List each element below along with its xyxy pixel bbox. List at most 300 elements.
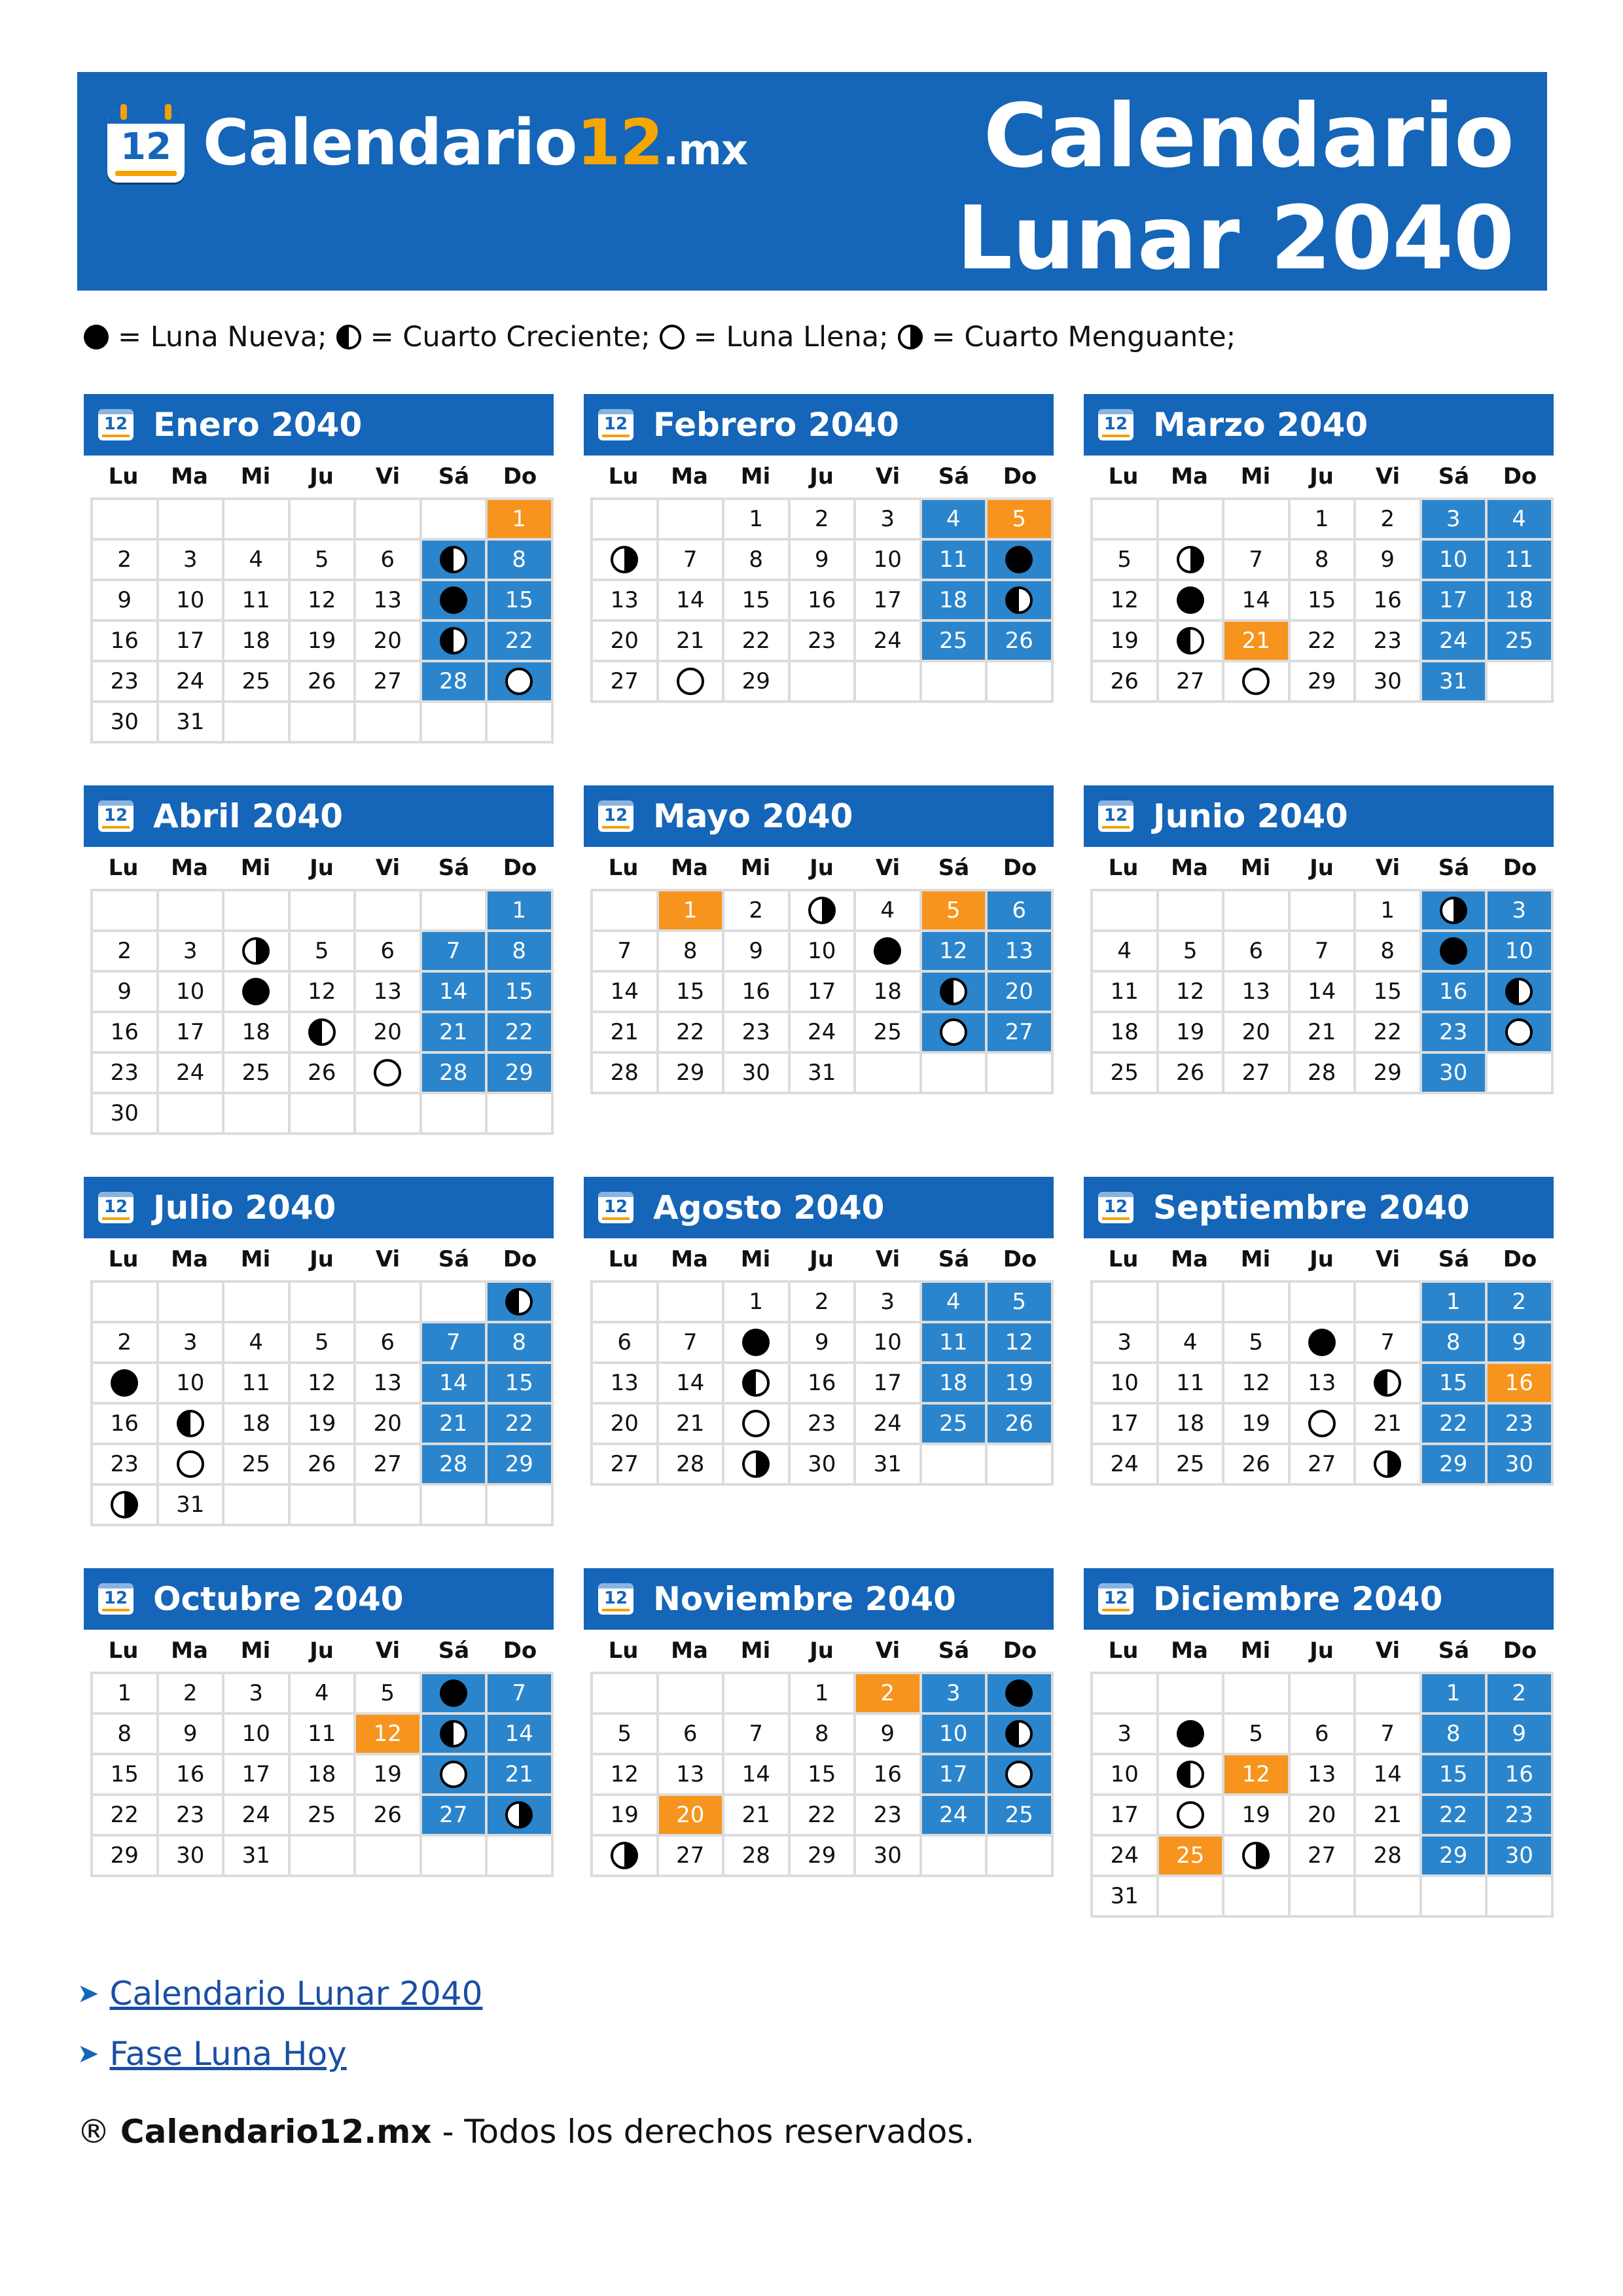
day-cell: 19 [988,1364,1054,1405]
day-cell: 14 [659,581,725,622]
day-cell: 14 [659,1364,725,1405]
day-cell: 9 [724,932,791,973]
day-cell: 9 [1488,1323,1554,1364]
day-cell: 27 [593,662,659,703]
day-cell: 30 [93,703,159,744]
day-cell [93,1486,159,1526]
day-cell: 22 [1356,1013,1422,1054]
day-cell: 13 [659,1755,725,1796]
day-grid [90,889,554,1135]
day-cell: 17 [1093,1405,1159,1445]
day-cell: 5 [988,1283,1054,1323]
month-header [84,785,554,847]
weekday-label: Lu [108,855,139,881]
day-cell: 30 [159,1837,225,1877]
day-cell: 8 [724,541,791,581]
day-cell: 3 [1488,891,1554,932]
calendar-icon: 12 [1098,1192,1133,1223]
empty-cell [988,1837,1054,1877]
day-cell: 10 [1093,1755,1159,1796]
month-calendar [84,1177,554,1526]
weekday-label: Ju [310,1246,334,1272]
month-title: Septiembre 2040 [1153,1189,1470,1227]
day-cell: 12 [1159,973,1225,1013]
day-cell [1291,1323,1357,1364]
day-cell: 7 [659,1323,725,1364]
weekday-label: Ju [310,1638,334,1664]
calendar-icon: 12 [598,1583,633,1615]
new-moon-icon [1308,1329,1336,1356]
day-cell: 22 [488,622,554,662]
day-cell: 23 [791,1405,857,1445]
day-cell: 20 [356,1405,422,1445]
full-moon-icon [440,1761,467,1788]
new-moon-icon [1177,586,1204,614]
new-moon-icon [242,978,270,1005]
day-grid [90,1672,554,1877]
empty-cell [659,1283,725,1323]
day-cell: 23 [93,1445,159,1486]
day-cell [724,1405,791,1445]
empty-cell [93,500,159,541]
empty-cell [1159,500,1225,541]
day-cell: 2 [93,541,159,581]
empty-cell [1159,891,1225,932]
day-cell: 12 [291,581,357,622]
day-cell [488,1796,554,1837]
day-cell: 21 [1291,1013,1357,1054]
empty-cell [1093,1283,1159,1323]
weekday-label: Lu [108,1246,139,1272]
day-cell [724,1364,791,1405]
full-moon-icon [1005,1761,1033,1788]
first-quarter-icon [1374,1369,1401,1397]
day-cell: 23 [93,662,159,703]
day-cell: 9 [1488,1715,1554,1755]
empty-cell [356,1837,422,1877]
weekday-header [590,1630,1054,1672]
full-moon-icon [940,1018,967,1046]
day-cell [1422,932,1488,973]
month-calendar [1084,785,1554,1094]
day-cell [1224,1837,1291,1877]
day-cell: 20 [593,622,659,662]
day-cell: 14 [1291,973,1357,1013]
month-header [1084,785,1554,847]
day-cell: 17 [922,1755,988,1796]
calendar-icon: 12 [98,800,134,832]
weekday-label: Mi [240,855,271,881]
day-cell: 10 [791,932,857,973]
day-cell: 25 [291,1796,357,1837]
day-cell: 27 [659,1837,725,1877]
brand-logo[interactable] [107,107,747,186]
weekday-label: Ju [810,463,834,490]
day-cell [356,1054,422,1094]
day-cell: 13 [593,581,659,622]
day-cell: 3 [224,1674,291,1715]
weekday-label: Ju [810,855,834,881]
day-cell: 5 [988,500,1054,541]
weekday-label: Mi [240,1246,271,1272]
empty-cell [856,662,922,703]
weekday-label: Vi [875,1246,901,1272]
day-cell: 25 [1093,1054,1159,1094]
empty-cell [1159,1877,1225,1918]
empty-cell [1291,1877,1357,1918]
weekday-label: Do [1503,855,1537,881]
weekday-label: Ju [810,1246,834,1272]
day-cell [1159,1796,1225,1837]
first-quarter-icon [1005,586,1033,614]
day-cell [1224,662,1291,703]
weekday-label: Ju [1310,1638,1334,1664]
day-cell: 27 [356,1445,422,1486]
weekday-label: Vi [1375,463,1400,490]
full-moon-icon [177,1450,204,1478]
day-cell: 19 [1093,622,1159,662]
legend-item [898,321,1236,353]
month-calendar [584,1568,1054,1877]
day-cell [224,973,291,1013]
day-cell: 6 [988,891,1054,932]
day-cell: 10 [856,1323,922,1364]
day-cell: 12 [1224,1755,1291,1796]
month-header [84,1177,554,1238]
day-cell [922,973,988,1013]
empty-cell [1159,1283,1225,1323]
empty-cell [291,500,357,541]
day-cell: 7 [724,1715,791,1755]
day-cell: 2 [856,1674,922,1715]
day-cell: 24 [224,1796,291,1837]
day-cell: 20 [356,1013,422,1054]
day-cell: 5 [1159,932,1225,973]
day-cell: 5 [922,891,988,932]
month-header [1084,1177,1554,1238]
day-cell [922,1013,988,1054]
title-line-1: Calendario [983,85,1514,187]
empty-cell [1291,1283,1357,1323]
day-cell: 21 [1356,1405,1422,1445]
day-cell: 28 [422,1054,488,1094]
weekday-label: Lu [608,855,639,881]
day-cell: 21 [659,622,725,662]
day-cell: 2 [791,1283,857,1323]
day-cell: 12 [988,1323,1054,1364]
weekday-label: Do [503,1638,537,1664]
day-cell [1291,1405,1357,1445]
day-cell: 11 [1093,973,1159,1013]
day-cell: 26 [291,662,357,703]
day-cell: 2 [1356,500,1422,541]
day-cell: 8 [488,541,554,581]
weekday-label: Ju [310,855,334,881]
day-cell: 17 [224,1755,291,1796]
day-cell: 18 [922,1364,988,1405]
legend-label: = Cuarto Creciente; [370,321,651,353]
weekday-label: Ma [1171,1246,1208,1272]
empty-cell [856,1054,922,1094]
empty-cell [422,1837,488,1877]
day-cell: 18 [1093,1013,1159,1054]
day-cell: 7 [659,541,725,581]
day-cell: 16 [159,1755,225,1796]
empty-cell [356,1283,422,1323]
empty-cell [1224,1674,1291,1715]
calendar-icon: 12 [98,1192,134,1223]
link-calendario-lunar[interactable]: Calendario Lunar 2040 [109,1975,483,2013]
day-cell: 26 [291,1054,357,1094]
day-cell: 9 [93,581,159,622]
day-cell: 16 [1488,1755,1554,1796]
weekday-label: Sá [438,463,470,490]
day-cell: 22 [1422,1405,1488,1445]
empty-cell [659,1674,725,1715]
weekday-label: Lu [1108,463,1139,490]
day-cell: 16 [93,1405,159,1445]
day-cell: 21 [1224,622,1291,662]
month-calendar [1084,1177,1554,1486]
day-cell: 1 [1356,891,1422,932]
new-moon-icon [1440,937,1467,965]
weekday-label: Do [503,463,537,490]
weekday-label: Vi [875,1638,901,1664]
weekday-label: Ju [1310,1246,1334,1272]
day-cell: 8 [791,1715,857,1755]
day-cell [1422,891,1488,932]
day-cell: 3 [1422,500,1488,541]
weekday-label: Vi [375,855,401,881]
day-cell: 6 [659,1715,725,1755]
day-cell: 18 [856,973,922,1013]
empty-cell [291,1837,357,1877]
weekday-label: Vi [1375,855,1400,881]
day-cell: 23 [1422,1013,1488,1054]
day-cell: 4 [922,500,988,541]
day-cell: 20 [988,973,1054,1013]
day-cell: 3 [1093,1715,1159,1755]
day-cell: 18 [291,1755,357,1796]
day-cell: 8 [1422,1715,1488,1755]
last-quarter-icon [611,1842,638,1869]
day-cell: 29 [1356,1054,1422,1094]
day-cell: 4 [1093,932,1159,973]
day-cell: 19 [291,622,357,662]
day-cell: 8 [1291,541,1357,581]
empty-cell [291,891,357,932]
day-cell: 10 [1422,541,1488,581]
legend-item [84,321,327,353]
weekday-label: Sá [438,855,470,881]
empty-cell [488,1486,554,1526]
day-cell: 17 [856,1364,922,1405]
weekday-label: Mi [740,1246,771,1272]
empty-cell [224,1486,291,1526]
day-cell: 21 [422,1013,488,1054]
day-cell: 25 [224,662,291,703]
day-cell: 16 [1422,973,1488,1013]
empty-cell [422,703,488,744]
empty-cell [224,1094,291,1135]
empty-cell [1356,1877,1422,1918]
day-cell: 4 [224,1323,291,1364]
day-cell: 29 [1291,662,1357,703]
day-cell: 20 [593,1405,659,1445]
empty-cell [224,891,291,932]
weekday-label: Ma [1171,463,1208,490]
day-cell: 12 [356,1715,422,1755]
empty-cell [356,703,422,744]
month-header [84,394,554,456]
day-cell: 24 [159,662,225,703]
day-cell: 22 [488,1013,554,1054]
weekday-label: Do [1503,1638,1537,1664]
day-cell: 3 [159,1323,225,1364]
month-header [584,1177,1054,1238]
weekday-label: Vi [875,855,901,881]
full-moon-icon [1505,1018,1533,1046]
first-quarter-icon [308,1018,336,1046]
day-cell: 13 [356,973,422,1013]
day-cell: 6 [356,932,422,973]
day-cell: 19 [291,1405,357,1445]
month-title: Noviembre 2040 [653,1580,956,1618]
empty-cell [422,1486,488,1526]
weekday-header [90,1630,554,1672]
day-cell: 23 [1488,1796,1554,1837]
day-cell: 25 [224,1054,291,1094]
first-quarter-icon [336,325,361,350]
day-cell: 17 [1422,581,1488,622]
weekday-label: Sá [938,1246,970,1272]
weekday-label: Do [1503,1246,1537,1272]
day-cell: 23 [724,1013,791,1054]
day-grid [590,1672,1054,1877]
day-cell: 21 [422,1405,488,1445]
weekday-label: Sá [938,1638,970,1664]
day-cell: 5 [291,541,357,581]
day-cell: 21 [724,1796,791,1837]
day-cell [422,1674,488,1715]
weekday-label: Sá [1438,855,1470,881]
day-cell: 29 [659,1054,725,1094]
month-title: Marzo 2040 [1153,406,1368,444]
weekday-label: Mi [1240,1246,1271,1272]
last-quarter-icon [505,1801,533,1829]
day-cell: 22 [1422,1796,1488,1837]
month-calendar [84,394,554,744]
day-cell: 6 [356,541,422,581]
day-cell: 24 [791,1013,857,1054]
weekday-label: Mi [240,1638,271,1664]
empty-cell [224,703,291,744]
day-cell: 12 [593,1755,659,1796]
empty-cell [291,703,357,744]
day-cell: 1 [93,1674,159,1715]
day-cell: 29 [1422,1445,1488,1486]
day-cell: 12 [1093,581,1159,622]
full-moon-icon [1177,1801,1204,1829]
empty-cell [593,1674,659,1715]
day-cell: 25 [1488,622,1554,662]
day-cell [1159,622,1225,662]
empty-cell [1224,1877,1291,1918]
weekday-label: Lu [1108,1638,1139,1664]
weekday-label: Do [1503,463,1537,490]
day-cell: 31 [159,1486,225,1526]
weekday-header [1090,456,1554,497]
day-cell: 2 [791,500,857,541]
day-cell: 22 [488,1405,554,1445]
day-cell [724,1323,791,1364]
empty-cell [1291,1674,1357,1715]
day-cell: 26 [356,1796,422,1837]
day-cell: 13 [1291,1364,1357,1405]
day-cell: 23 [93,1054,159,1094]
month-title: Julio 2040 [153,1189,336,1227]
day-cell [93,1364,159,1405]
day-cell: 19 [356,1755,422,1796]
full-moon-icon [742,1410,770,1437]
new-moon-icon [440,1679,467,1707]
day-cell: 14 [422,1364,488,1405]
weekday-label: Sá [938,855,970,881]
day-cell: 17 [856,581,922,622]
month-title: Octubre 2040 [153,1580,404,1618]
day-cell: 9 [93,973,159,1013]
empty-cell [291,1486,357,1526]
first-quarter-icon [440,546,467,573]
month-header [584,394,1054,456]
empty-cell [422,1283,488,1323]
day-cell: 9 [791,1323,857,1364]
day-cell: 2 [93,932,159,973]
empty-cell [922,1445,988,1486]
empty-cell [291,1094,357,1135]
day-cell: 28 [1291,1054,1357,1094]
day-cell: 12 [291,973,357,1013]
brand-name: Calendario12.mx [203,106,748,179]
last-quarter-icon [1177,546,1204,573]
day-cell: 24 [1093,1837,1159,1877]
day-cell: 7 [1291,932,1357,973]
day-cell: 13 [1224,973,1291,1013]
weekday-header [590,456,1054,497]
last-quarter-icon [611,546,638,573]
day-cell [422,1755,488,1796]
weekday-header [1090,847,1554,889]
day-cell: 22 [1291,622,1357,662]
day-cell: 19 [593,1796,659,1837]
day-cell: 28 [724,1837,791,1877]
weekday-label: Mi [1240,1638,1271,1664]
day-cell: 21 [593,1013,659,1054]
empty-cell [488,1094,554,1135]
weekday-label: Ma [671,1246,708,1272]
day-cell [159,1405,225,1445]
day-cell: 8 [488,1323,554,1364]
weekday-label: Ma [671,855,708,881]
day-cell: 9 [159,1715,225,1755]
day-cell: 26 [988,622,1054,662]
day-cell: 31 [791,1054,857,1094]
weekday-header [1090,1630,1554,1672]
day-cell: 7 [1356,1323,1422,1364]
day-cell: 8 [659,932,725,973]
link-fase-luna-hoy[interactable]: Fase Luna Hoy [109,2035,347,2073]
day-cell: 2 [159,1674,225,1715]
